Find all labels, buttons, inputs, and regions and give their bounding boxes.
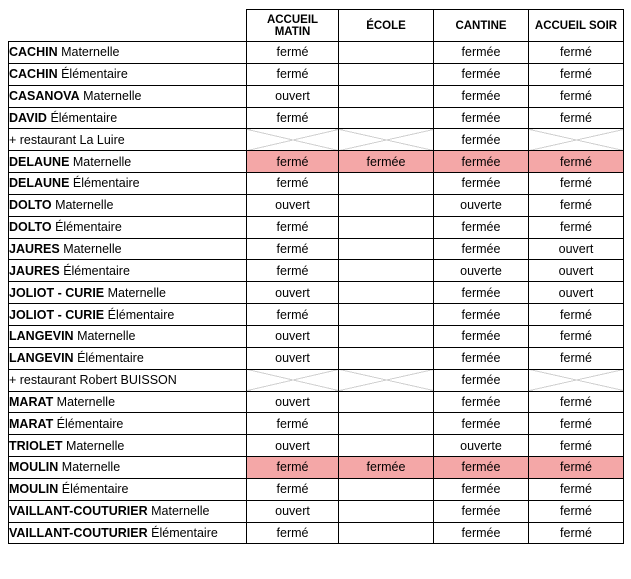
accueil-soir-cell: fermé [529, 151, 624, 173]
table-row [9, 478, 624, 500]
school-name: MARAT [9, 394, 54, 409]
table-row [9, 107, 624, 129]
school-name-cell [9, 413, 247, 435]
school-name-cell [9, 63, 247, 85]
school-name: JOLIOT - CURIE [9, 307, 105, 322]
school-name-cell [9, 304, 247, 326]
school-level: Élémentaire [57, 67, 128, 82]
accueil-matin-cell: fermé [247, 107, 339, 129]
school-name: LANGEVIN [9, 329, 74, 344]
school-name: JAURES [9, 242, 60, 257]
school-level: Élémentaire [147, 525, 218, 540]
school-name: DAVID [9, 110, 47, 125]
cantine-cell: ouverte [434, 194, 529, 216]
table-row [9, 413, 624, 435]
table-row [9, 151, 624, 173]
table-row [9, 238, 624, 260]
school-name-cell [9, 325, 247, 347]
header-row [9, 10, 624, 42]
accueil-matin-cell: ouvert [247, 325, 339, 347]
school-name-cell [9, 151, 247, 173]
accueil-matin-cell: fermé [247, 478, 339, 500]
table-row [9, 282, 624, 304]
school-name: VAILLANT-COUTURIER [9, 504, 148, 519]
school-name: LANGEVIN [9, 351, 74, 366]
ecole-cell [339, 173, 434, 195]
ecole-cell [339, 413, 434, 435]
ecole-cell [339, 63, 434, 85]
school-level: Élémentaire [73, 351, 144, 366]
school-name: TRIOLET [9, 438, 63, 453]
cantine-cell: fermée [434, 238, 529, 260]
ecole-cell [339, 238, 434, 260]
accueil-matin-cell: fermé [247, 42, 339, 64]
cantine-cell: fermée [434, 282, 529, 304]
school-level: + restaurant La Luire [9, 132, 125, 147]
table-row [9, 325, 624, 347]
ecole-cell [339, 478, 434, 500]
school-name: MOULIN [9, 482, 59, 497]
ecole-cell [339, 522, 434, 544]
table-row [9, 522, 624, 544]
school-level: Maternelle [69, 154, 132, 169]
school-name: DELAUNE [9, 176, 70, 191]
cantine-cell: fermée [434, 63, 529, 85]
school-level: Maternelle [51, 198, 114, 213]
ecole-cell [339, 194, 434, 216]
school-level: Maternelle [59, 242, 122, 257]
ecole-cell [339, 347, 434, 369]
school-name-cell [9, 369, 247, 391]
school-level: Élémentaire [58, 482, 129, 497]
accueil-matin-cell: ouvert [247, 85, 339, 107]
ecole-cell [339, 42, 434, 64]
school-name-cell [9, 129, 247, 151]
school-name-cell [9, 216, 247, 238]
header-blank [9, 10, 247, 42]
school-name: VAILLANT-COUTURIER [9, 525, 148, 540]
cantine-cell: fermée [434, 151, 529, 173]
accueil-soir-cell: fermé [529, 85, 624, 107]
accueil-soir-cell: fermé [529, 522, 624, 544]
school-name-cell [9, 194, 247, 216]
school-level: Maternelle [57, 45, 120, 60]
school-name: MOULIN [9, 460, 59, 475]
school-level: Maternelle [147, 504, 210, 519]
accueil-soir-cell: fermé [529, 216, 624, 238]
school-name-cell [9, 282, 247, 304]
school-name-cell [9, 42, 247, 64]
school-name: CACHIN [9, 45, 58, 60]
ecole-cell [339, 369, 434, 391]
ecole-cell [339, 391, 434, 413]
cantine-cell: fermée [434, 478, 529, 500]
school-level: Élémentaire [51, 220, 122, 235]
cantine-cell: ouverte [434, 435, 529, 457]
cantine-cell: fermée [434, 325, 529, 347]
accueil-soir-cell: fermé [529, 413, 624, 435]
accueil-matin-cell: fermé [247, 413, 339, 435]
table-row [9, 63, 624, 85]
ecole-cell [339, 304, 434, 326]
table-row [9, 391, 624, 413]
school-name: DOLTO [9, 220, 52, 235]
cantine-cell: fermée [434, 413, 529, 435]
accueil-soir-cell: fermé [529, 391, 624, 413]
table-row [9, 173, 624, 195]
table-row [9, 347, 624, 369]
school-name-cell [9, 478, 247, 500]
table-row [9, 216, 624, 238]
school-name: MARAT [9, 416, 54, 431]
accueil-soir-cell: ouvert [529, 260, 624, 282]
accueil-soir-cell: fermé [529, 194, 624, 216]
school-level: Maternelle [53, 394, 116, 409]
accueil-soir-cell: fermé [529, 500, 624, 522]
ecole-cell [339, 500, 434, 522]
cantine-cell: fermée [434, 216, 529, 238]
school-name-cell [9, 85, 247, 107]
school-level: Élémentaire [53, 416, 124, 431]
table-row [9, 304, 624, 326]
ecole-cell [339, 129, 434, 151]
ecole-cell [339, 282, 434, 304]
cantine-cell: fermée [434, 391, 529, 413]
accueil-soir-cell: fermé [529, 457, 624, 479]
accueil-matin-cell: ouvert [247, 282, 339, 304]
school-level: Élémentaire [69, 176, 140, 191]
accueil-matin-cell: fermé [247, 304, 339, 326]
header-cantine: CANTINE [434, 10, 529, 42]
cantine-cell: fermée [434, 173, 529, 195]
school-name-cell [9, 391, 247, 413]
school-level: Élémentaire [46, 110, 118, 125]
accueil-matin-cell: ouvert [247, 500, 339, 522]
school-name-cell [9, 457, 247, 479]
school-name-cell [9, 500, 247, 522]
accueil-matin-cell: ouvert [247, 347, 339, 369]
accueil-soir-cell: fermé [529, 42, 624, 64]
cantine-cell: fermée [434, 107, 529, 129]
accueil-matin-cell: ouvert [247, 435, 339, 457]
school-level: Maternelle [104, 285, 166, 300]
accueil-matin-cell: fermé [247, 216, 339, 238]
school-name: JOLIOT - CURIE [9, 285, 105, 300]
cantine-cell: fermée [434, 42, 529, 64]
cantine-cell: fermée [434, 500, 529, 522]
school-name: DOLTO [9, 198, 52, 213]
table-row [9, 42, 624, 64]
accueil-matin-cell: fermé [247, 260, 339, 282]
table-row [9, 194, 624, 216]
school-name-cell [9, 107, 247, 129]
school-level: Élémentaire [104, 307, 175, 322]
table-row [9, 260, 624, 282]
cantine-cell: fermée [434, 347, 529, 369]
header-ecole: ÉCOLE [339, 10, 434, 42]
school-name: CACHIN [9, 67, 58, 82]
accueil-matin-cell: fermé [247, 63, 339, 85]
school-name-cell [9, 173, 247, 195]
table-row [9, 129, 624, 151]
ecole-cell [339, 435, 434, 457]
header-accueil-soir: ACCUEIL SOIR [529, 10, 624, 42]
school-level: Maternelle [62, 438, 125, 453]
ecole-cell [339, 107, 434, 129]
accueil-soir-cell: fermé [529, 107, 624, 129]
school-name-cell [9, 522, 247, 544]
table-row [9, 435, 624, 457]
accueil-soir-cell: fermé [529, 347, 624, 369]
accueil-soir-cell: fermé [529, 63, 624, 85]
accueil-matin-cell: ouvert [247, 391, 339, 413]
school-level: Maternelle [73, 329, 136, 344]
header-accueil-matin: ACCUEIL MATIN [247, 10, 339, 42]
accueil-soir-cell [529, 369, 624, 391]
cantine-cell: fermée [434, 369, 529, 391]
accueil-matin-cell [247, 129, 339, 151]
accueil-soir-cell [529, 129, 624, 151]
ecole-cell [339, 260, 434, 282]
ecole-cell [339, 216, 434, 238]
accueil-soir-cell: fermé [529, 304, 624, 326]
accueil-soir-cell: fermé [529, 173, 624, 195]
school-name: DELAUNE [9, 154, 70, 169]
cantine-cell: fermée [434, 129, 529, 151]
accueil-matin-cell: fermé [247, 522, 339, 544]
accueil-matin-cell: fermé [247, 457, 339, 479]
school-level: + restaurant Robert BUISSON [9, 373, 177, 388]
accueil-matin-cell: fermé [247, 173, 339, 195]
school-name-cell [9, 260, 247, 282]
accueil-soir-cell: fermé [529, 325, 624, 347]
table-row [9, 85, 624, 107]
school-name-cell [9, 435, 247, 457]
table-row [9, 369, 624, 391]
school-level: Maternelle [79, 89, 142, 104]
accueil-matin-cell: fermé [247, 151, 339, 173]
accueil-matin-cell: fermé [247, 238, 339, 260]
accueil-soir-cell: fermé [529, 478, 624, 500]
ecole-cell [339, 85, 434, 107]
accueil-soir-cell: fermé [529, 435, 624, 457]
accueil-soir-cell: ouvert [529, 282, 624, 304]
cantine-cell: fermée [434, 85, 529, 107]
school-level: Élémentaire [59, 263, 130, 278]
cantine-cell: ouverte [434, 260, 529, 282]
accueil-matin-cell [247, 369, 339, 391]
accueil-matin-cell: ouvert [247, 194, 339, 216]
school-name-cell [9, 347, 247, 369]
ecole-cell: fermée [339, 151, 434, 173]
cantine-cell: fermée [434, 457, 529, 479]
ecole-cell [339, 325, 434, 347]
accueil-soir-cell: ouvert [529, 238, 624, 260]
school-name: CASANOVA [9, 89, 80, 104]
ecole-cell: fermée [339, 457, 434, 479]
school-name-cell [9, 238, 247, 260]
table-row [9, 457, 624, 479]
cantine-cell: fermée [434, 304, 529, 326]
cantine-cell: fermée [434, 522, 529, 544]
status-table [8, 9, 624, 544]
school-name: JAURES [9, 263, 60, 278]
school-level: Maternelle [58, 460, 121, 475]
table-row [9, 500, 624, 522]
